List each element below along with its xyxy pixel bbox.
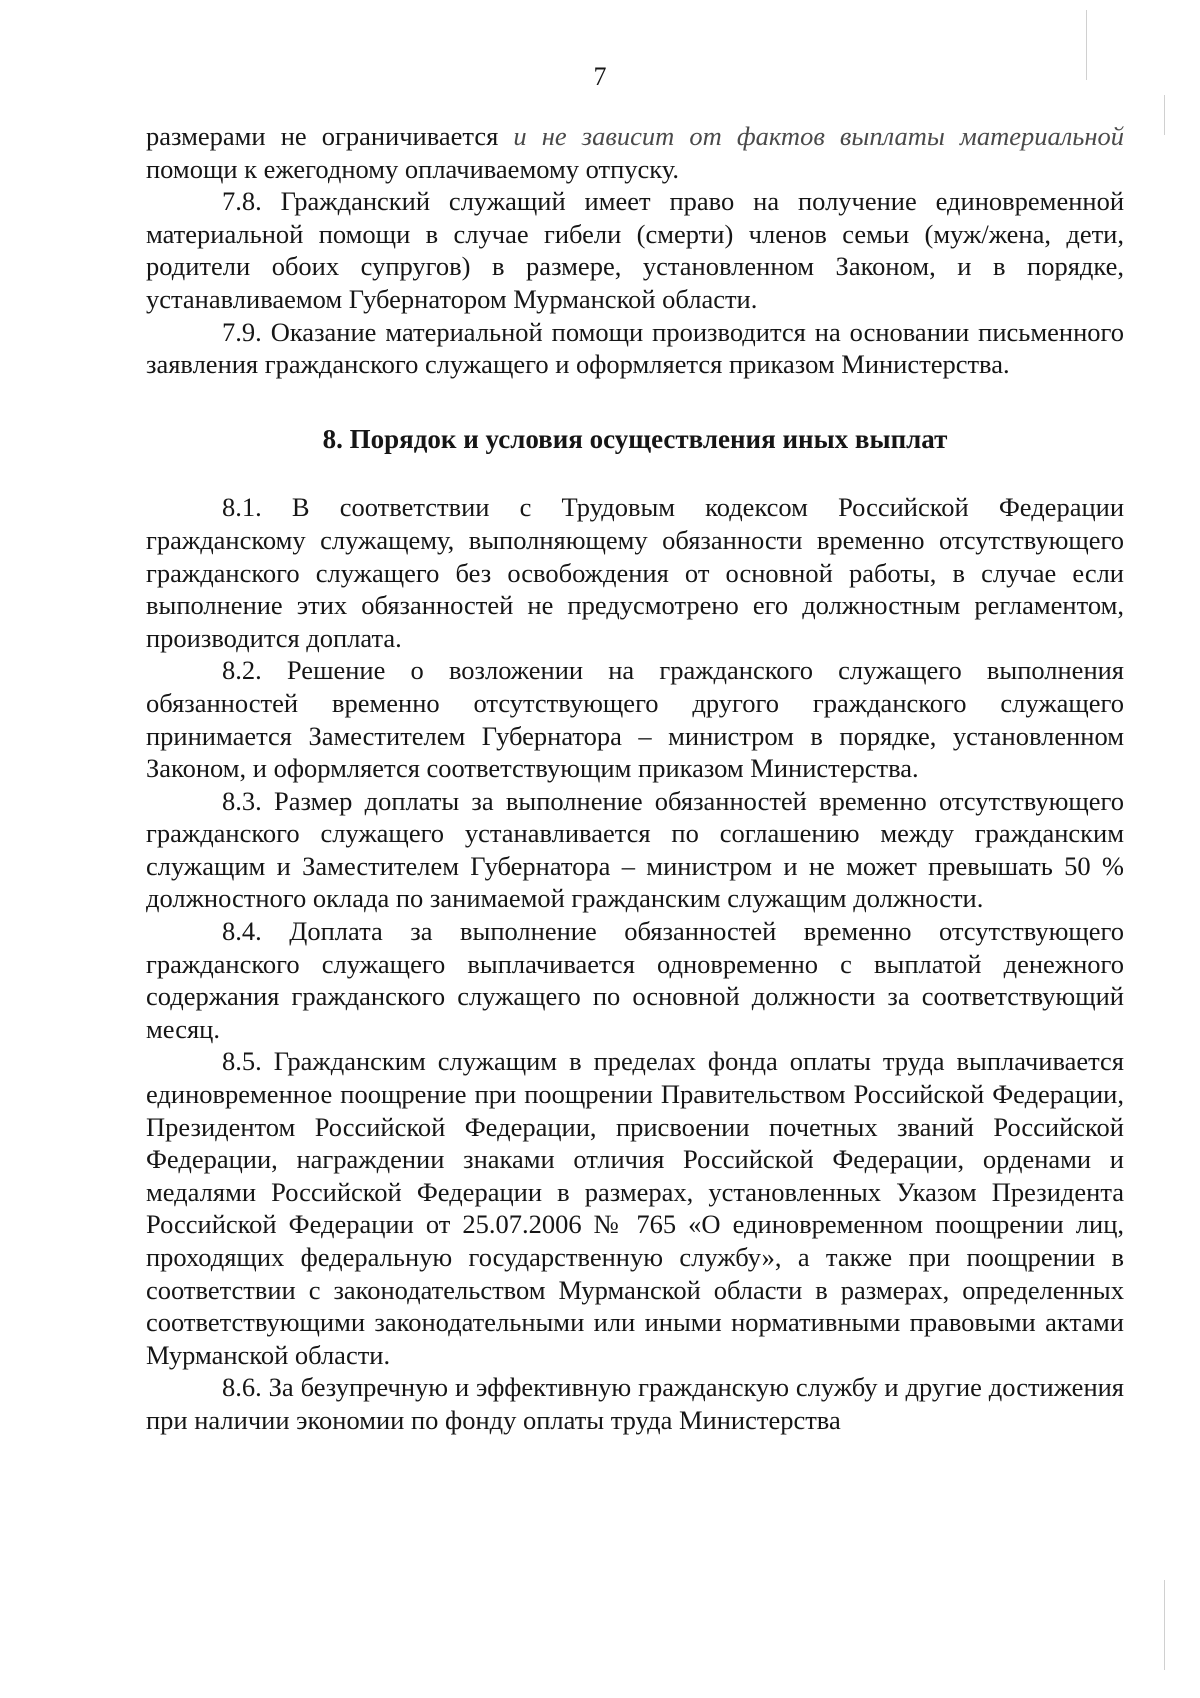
document-body — [146, 120, 1124, 1437]
continuation-text-a: размерами не ограничивается — [146, 121, 514, 151]
paragraph-7-8: 7.8. Гражданский служащий имеет право на получение единовременной материальной помощи в случае гибели (смерти) членов семьи (муж/жена, дети, родители обоих супругов) в размере, установленном Законом, и в порядке, устанавливаемом Губернатором Мурманской области. — [146, 186, 1124, 314]
paragraph-8-5: 8.5. Гражданским служащим в пределах фонда оплаты труда выплачивается единовременное поощрение при поощрении Правительством Российской Федерации, Президентом Российской Федерации, присвоении почетных званий Российской Федерации, награждении знаками отличия Российской Федерации, орденами и медалями Российской Федерации в размерах, установленных Указом Президента Российской Федерации от 25.07.2006 № 765 «О единовременном поощрении лиц, проходящих федеральную государственную службу», а также при поощрении в соответствии с законодательством Мурманской области в размерах, определенных соответствующими законодательными или иными нормативными правовыми актами Мурманской области. — [146, 1046, 1124, 1370]
scan-margin-line — [1164, 1580, 1165, 1670]
paragraph-8-2: 8.2. Решение о возложении на гражданского служащего выполнения обязанностей временно отсутствующего другого гражданского служащего принимается Заместителем Губернатора – министром в порядке, установленном Законом, и оформляется соответствующим приказом Министерства. — [146, 655, 1124, 784]
paragraph-8-3: 8.3. Размер доплаты за выполнение обязанностей временно отсутствующего гражданского служащего устанавливается по соглашению между гражданским служащим и Заместителем Губернатора – министром и не может превышать 50 % должностного оклада по занимаемой гражданским служащим должности. — [146, 785, 1124, 914]
continuation-text-b: и не зависит от фактов выплаты материальной — [513, 121, 1124, 151]
paragraph-continuation — [146, 120, 1124, 185]
continuation-text-c: помощи к ежегодному оплачиваемому отпуску. — [146, 153, 680, 184]
paragraph-8-1: 8.1. В соответствии с Трудовым кодексом Российской Федерации гражданскому служащему, выполняющему обязанности временно отсутствующего гражданского служащего без освобождения от основной работы, в случае если выполнение этих обязанностей не предусмотрено его должностным регламентом, производится доплата. — [146, 492, 1124, 653]
paragraph-7-9: 7.9. Оказание материальной помощи производится на основании письменного заявления гражданского служащего и оформляется приказом Министерства. — [146, 316, 1124, 380]
section-8-heading: 8. Порядок и условия осуществления иных выплат — [322, 423, 948, 454]
page-number: 7 — [593, 62, 607, 91]
scan-margin-line — [1086, 10, 1087, 80]
paragraph-8-4: 8.4. Доплата за выполнение обязанностей временно отсутствующего гражданского служащего выплачивается одновременно с выплатой денежного содержания гражданского служащего по основной должности за соответствующий месяц. — [146, 916, 1124, 1044]
paragraph-8-6: 8.6. За безупречную и эффективную гражданскую службу и другие достижения при наличии экономии по фонду оплаты труда Министерства — [146, 1372, 1124, 1435]
scan-margin-line — [1164, 95, 1165, 135]
